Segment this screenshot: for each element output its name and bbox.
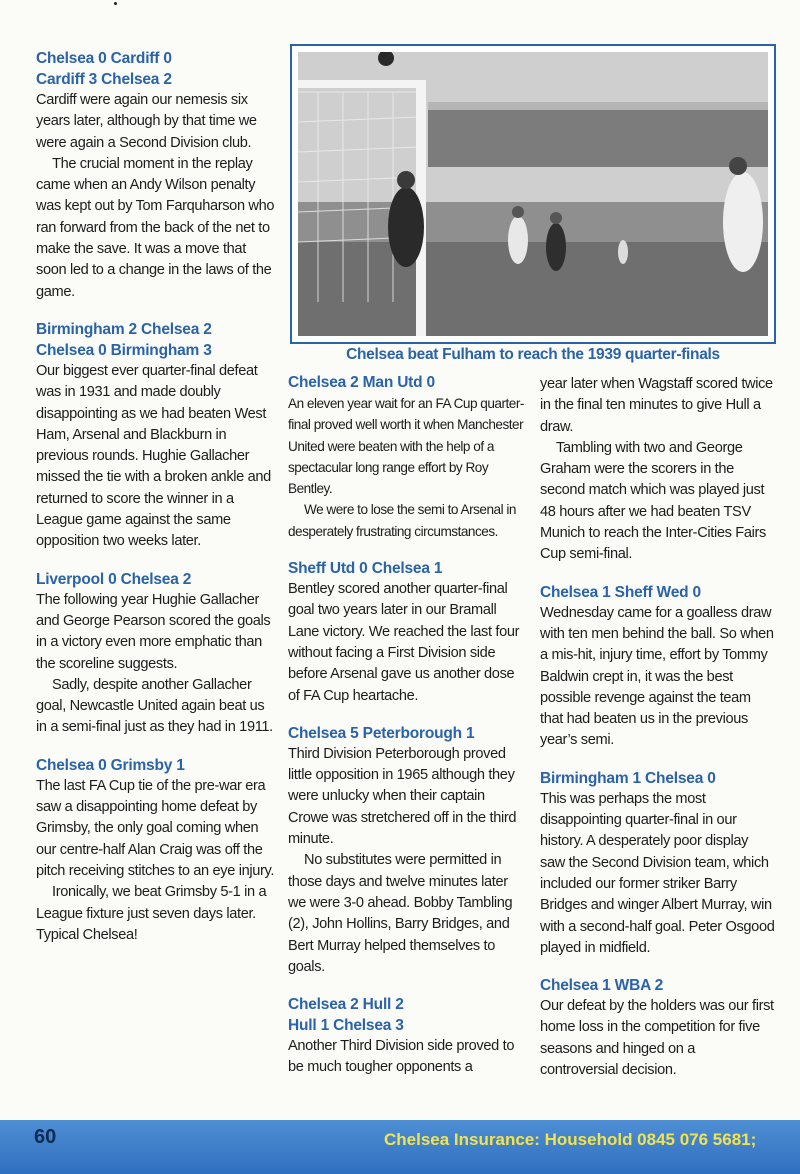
paragraph: Wednesday came for a goalless draw with ten men behind the ball. So when a mis-hit, injury time, effort by Tommy Baldwin crept in, it was the best possible revenge against the team that had beaten us in the previous year’s semi. [540, 604, 774, 749]
article-section [540, 374, 776, 566]
column-1 [36, 48, 276, 962]
paragraph: This was perhaps the most disappointing quarter-final in our history. A desperately poor display saw the Second Division team, which included our former striker Barry Bridges and winger Albert Murray, win with a second-half goal. Peter Osgood played in midfield. [540, 790, 775, 956]
article-section [288, 994, 524, 1079]
match-heading: Chelsea 5 Peterborough 1 [288, 724, 475, 742]
match-heading: Chelsea 0 Cardiff 0 [36, 50, 172, 67]
column-2 [288, 372, 524, 1095]
match-heading: Chelsea 2 Hull 2 [288, 996, 404, 1014]
match-heading: Chelsea 0 Grimsby 1 [36, 756, 185, 774]
article-section [288, 372, 524, 542]
paragraph: Third Division Peterborough proved little opposition in 1965 although they were unlucky when their captain Crowe was stretchered off in the third minute. [288, 745, 517, 848]
match-heading: Chelsea 0 Birmingham 3 [36, 341, 212, 359]
article-section [36, 569, 276, 739]
match-heading: Cardiff 3 Chelsea 2 [36, 71, 172, 88]
paragraph: Our biggest ever quarter-final defeat was in 1931 and made doubly disappointing as we had beaten West Ham, Arsenal and Blackburn in previous rounds. Hughie Gallacher missed the tie with a broken ankle and returned to score the winner in a League game against the same opposition two weeks later. [36, 362, 271, 550]
paragraph: year later when Wagstaff scored twice in the final ten minutes to give Hull a draw. [540, 376, 773, 435]
paragraph: We were to lose the semi to Arsenal in desperately frustrating circumstances. [288, 502, 516, 539]
paragraph: Ironically, we beat Grimsby 5-1 in a League fixture just seven days later. Typical Chelsea! [36, 884, 267, 943]
paragraph: The last FA Cup tie of the pre-war era saw a disappointing home defeat by Grimsby, the only goal coming when our centre-half Alan Craig was off the pitch receiving stitches to an eye injury. [36, 777, 275, 879]
match-heading: Chelsea 2 Man Utd 0 [288, 374, 435, 391]
paragraph: The crucial moment in the replay came when an Andy Wilson penalty was kept out by Tom Farquharson who ran forward from the back of the net to make the save. It was a move that soon led to a change in the laws of the game. [36, 155, 275, 300]
footer-advert: Chelsea Insurance: Household 0845 076 5681; [384, 1130, 757, 1149]
article-section [540, 768, 776, 959]
print-speck [114, 2, 117, 5]
article-section [36, 48, 276, 303]
article-section [36, 755, 276, 946]
paragraph: Tambling with two and George Graham were the scorers in the second match which was played just 48 hours after we had beaten TSV Munich to reach the Inter-Cities Fairs Cup semi-final. [540, 439, 766, 563]
match-heading: Chelsea 1 Sheff Wed 0 [540, 583, 701, 601]
football-match-photo [298, 52, 768, 336]
paragraph: Sadly, despite another Gallacher goal, Newcastle United again beat us in a semi-final just as they had in 1911. [36, 676, 273, 736]
match-heading: Liverpool 0 Chelsea 2 [36, 570, 192, 588]
match-heading: Birmingham 1 Chelsea 0 [540, 769, 716, 787]
paragraph: Our defeat by the holders was our first home loss in the competition for five seasons and hinged on a controversial decision. [540, 998, 774, 1079]
paragraph: Another Third Division side proved to be much tougher opponents a [288, 1038, 515, 1076]
match-heading: Birmingham 2 Chelsea 2 [36, 320, 212, 338]
paragraph: Bentley scored another quarter-final goal two years later in our Bramall Lane victory. We reached the last four without facing a First Division side before Arsenal gave us another dose of FA Cup heartache. [288, 581, 520, 704]
paragraph: The following year Hughie Gallacher and George Pearson scored the goals in a victory even more emphatic than the scoreline suggests. [36, 591, 271, 672]
paragraph: No substitutes were permitted in those days and twelve minutes later we were 3-0 ahead. Bobby Tambling (2), John Hollins, Barry Bridges, and Bert Murray helped themselves to goals. [288, 852, 513, 975]
article-section [540, 582, 776, 752]
match-heading: Sheff Utd 0 Chelsea 1 [288, 560, 443, 578]
paragraph: Cardiff were again our nemesis six years later, although by that time we were again a Second Division club. [36, 92, 257, 151]
match-photo [298, 52, 768, 336]
column-3 [540, 374, 776, 1097]
article-section [36, 319, 276, 553]
article-section [288, 558, 524, 707]
article-section [288, 723, 524, 978]
match-heading: Hull 1 Chelsea 3 [288, 1017, 404, 1035]
page-number: 60 [34, 1126, 57, 1148]
photo-frame [290, 44, 776, 344]
paragraph: An eleven year wait for an FA Cup quarter-final proved well worth it when Manchester United were beaten with the help of a spectacular long range effort by Roy Bentley. [288, 396, 524, 497]
match-heading: Chelsea 1 WBA 2 [540, 977, 664, 995]
photo-caption: Chelsea beat Fulham to reach the 1939 quarter-finals [346, 346, 720, 363]
article-section [540, 975, 776, 1081]
